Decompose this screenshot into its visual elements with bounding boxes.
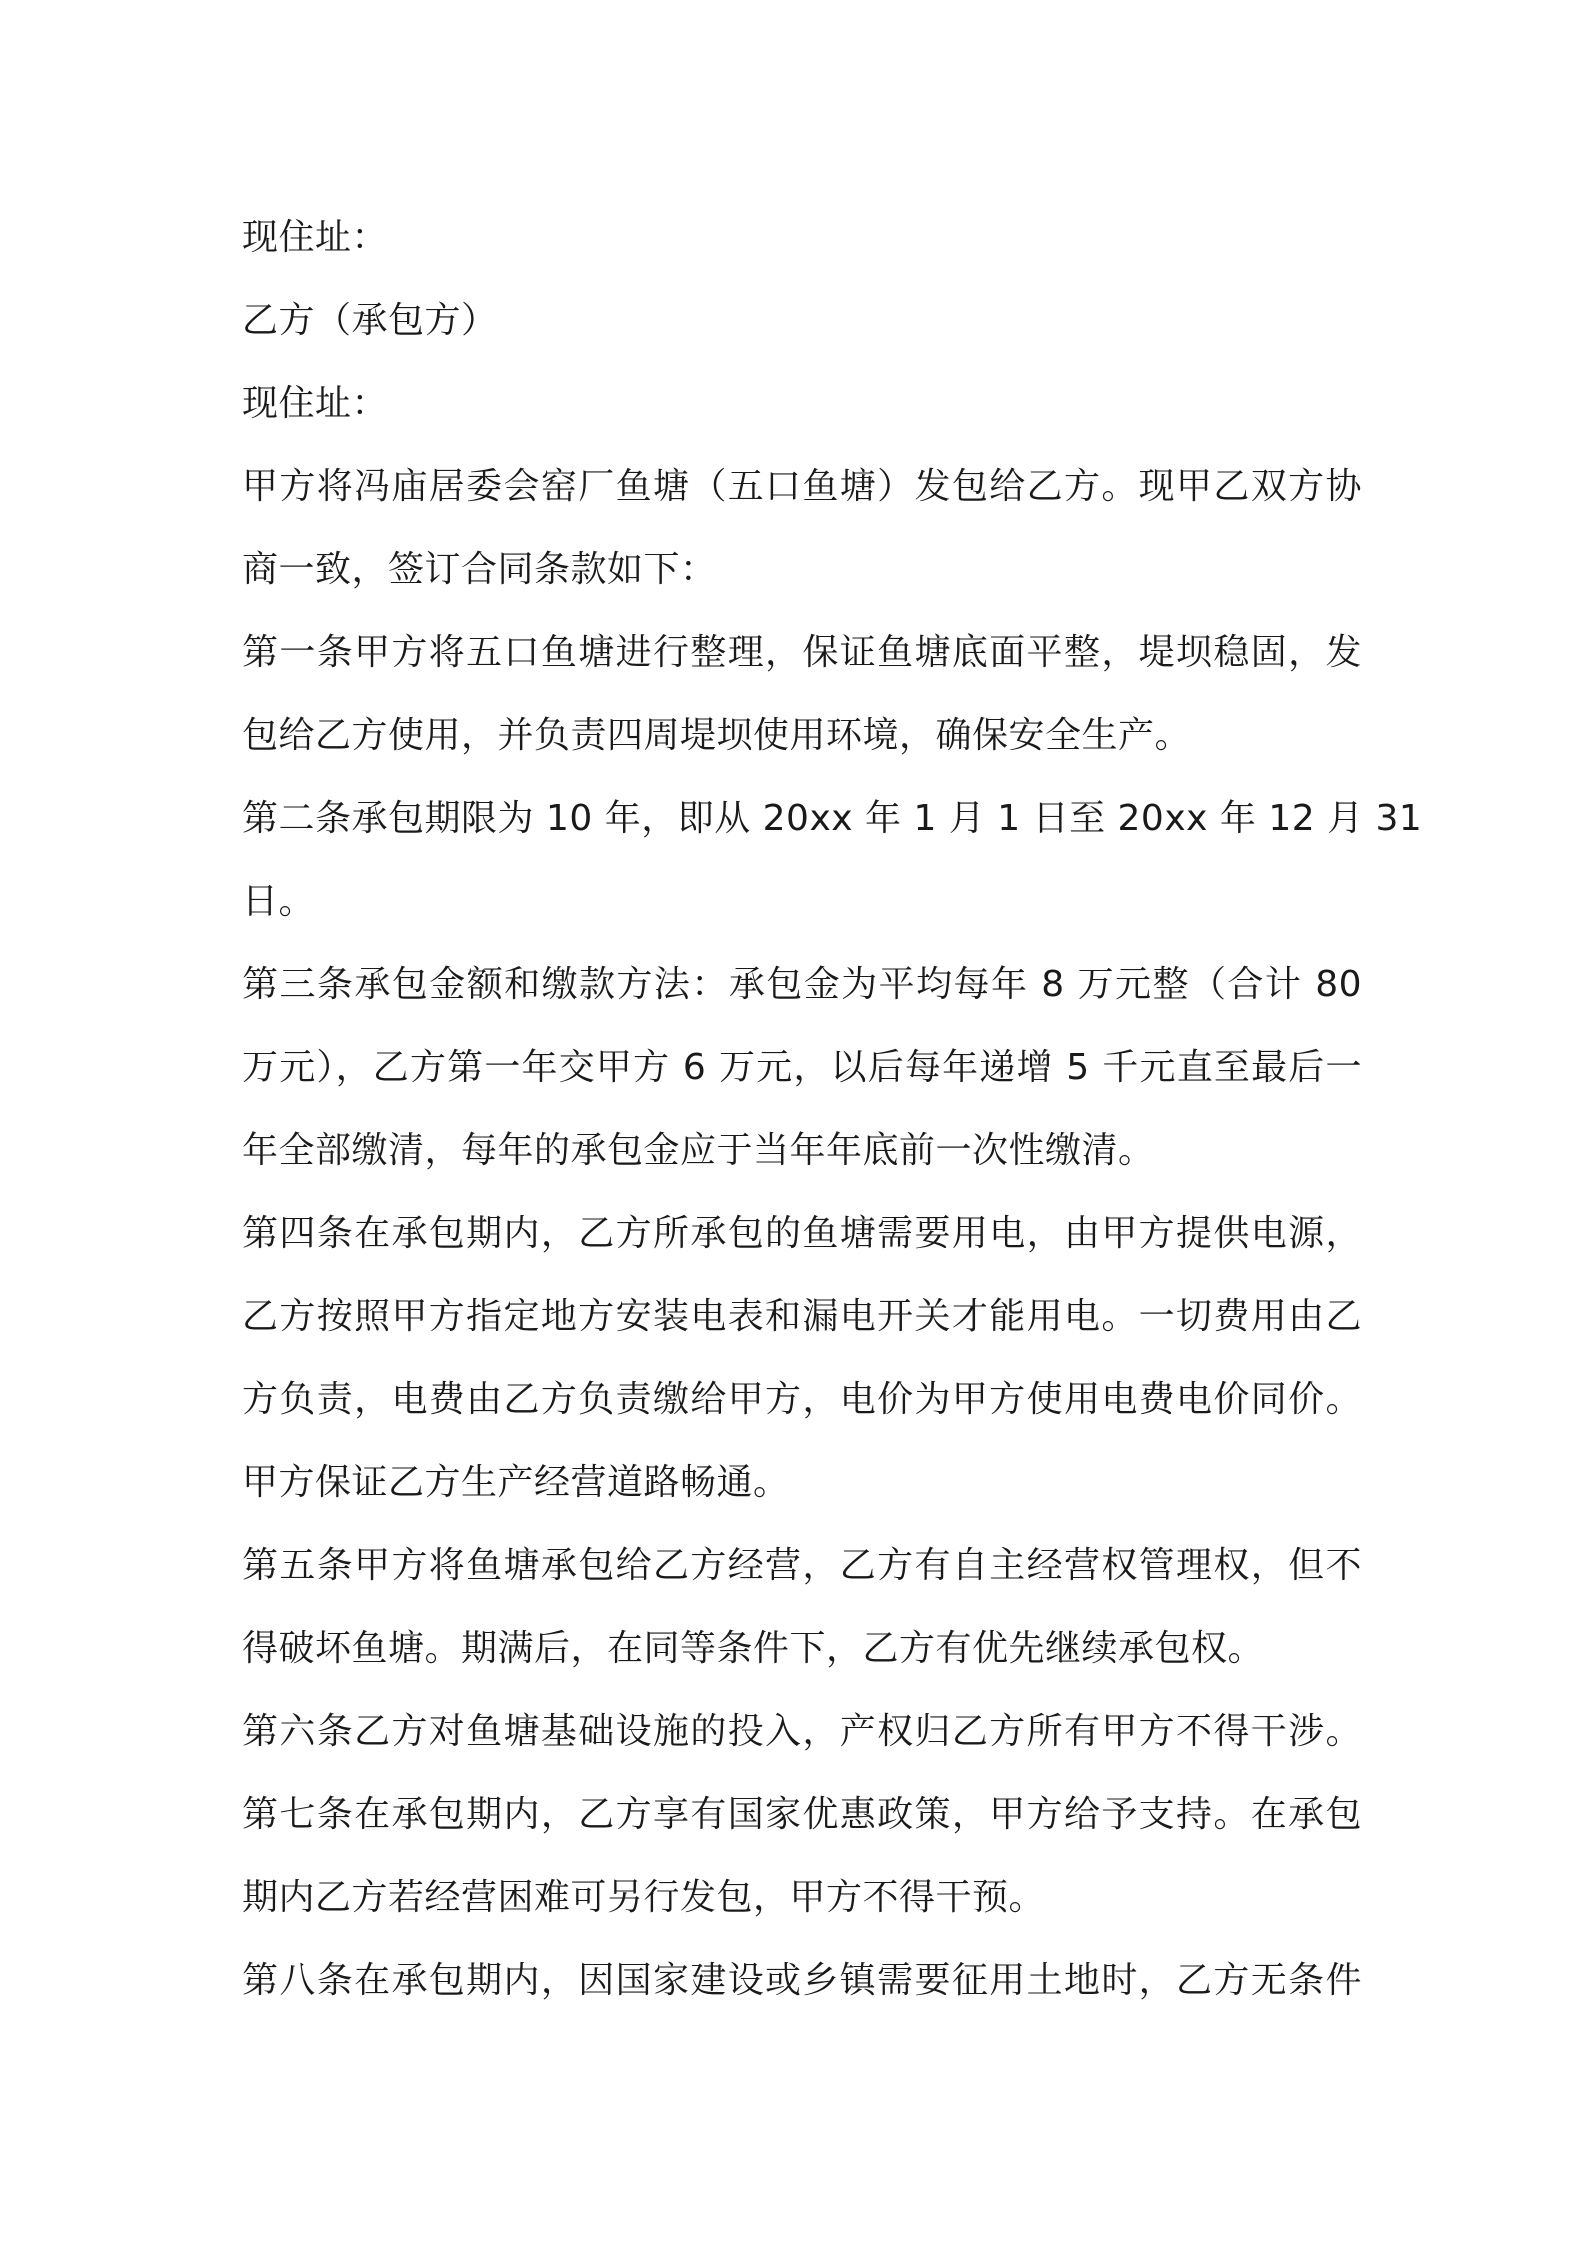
article-7-line-1: 第七条在承包期内，乙方享有国家优惠政策，甲方给予支持。在承包 [242, 1794, 1362, 1835]
preamble-line-1: 甲方将冯庙居委会窑厂鱼塘（五口鱼塘）发包给乙方。现甲乙双方协 [242, 466, 1362, 507]
article-3-line-3: 年全部缴清，每年的承包金应于当年年底前一次性缴清。 [242, 1130, 1155, 1171]
article-4-line-1: 第四条在承包期内，乙方所承包的鱼塘需要用电，由甲方提供电源， [242, 1213, 1362, 1254]
article-5-line-2: 得破坏鱼塘。期满后，在同等条件下，乙方有优先继续承包权。 [242, 1628, 1265, 1669]
address-line-party-b: 现住址： [242, 383, 389, 424]
address-line-party-a: 现住址： [242, 217, 389, 258]
article-2-line-1: 第二条承包期限为 10 年，即从 20xx 年 1 月 1 日至 20xx 年 12 月 31 [242, 798, 1423, 839]
article-8-line-1: 第八条在承包期内，因国家建设或乡镇需要征用土地时，乙方无条件 [242, 1960, 1362, 2001]
preamble-line-2: 商一致，签订合同条款如下： [242, 549, 717, 590]
article-7-line-2: 期内乙方若经营困难可另行发包，甲方不得干预。 [242, 1877, 1046, 1918]
contract-body [242, 196, 1423, 2022]
article-6-line-1: 第六条乙方对鱼塘基础设施的投入，产权归乙方所有甲方不得干涉。 [242, 1711, 1362, 1752]
article-3-line-2: 万元），乙方第一年交甲方 6 万元，以后每年递增 5 千元直至最后一 [242, 1047, 1362, 1088]
article-2-line-2: 日。 [242, 881, 316, 922]
article-3-line-1: 第三条承包金额和缴款方法：承包金为平均每年 8 万元整（合计 80 [242, 964, 1362, 1005]
party-b-heading: 乙方（承包方） [242, 300, 498, 341]
article-5-line-1: 第五条甲方将鱼塘承包给乙方经营，乙方有自主经营权管理权，但不 [242, 1545, 1362, 1586]
article-4-line-3: 方负责，电费由乙方负责缴给甲方，电价为甲方使用电费电价同价。 [242, 1379, 1362, 1420]
article-4-line-2: 乙方按照甲方指定地方安装电表和漏电开关才能用电。一切费用由乙 [242, 1296, 1362, 1337]
article-1-line-2: 包给乙方使用，并负责四周堤坝使用环境，确保安全生产。 [242, 715, 1192, 756]
article-1-line-1: 第一条甲方将五口鱼塘进行整理，保证鱼塘底面平整，堤坝稳固，发 [242, 632, 1362, 673]
article-4-line-4: 甲方保证乙方生产经营道路畅通。 [242, 1462, 790, 1503]
